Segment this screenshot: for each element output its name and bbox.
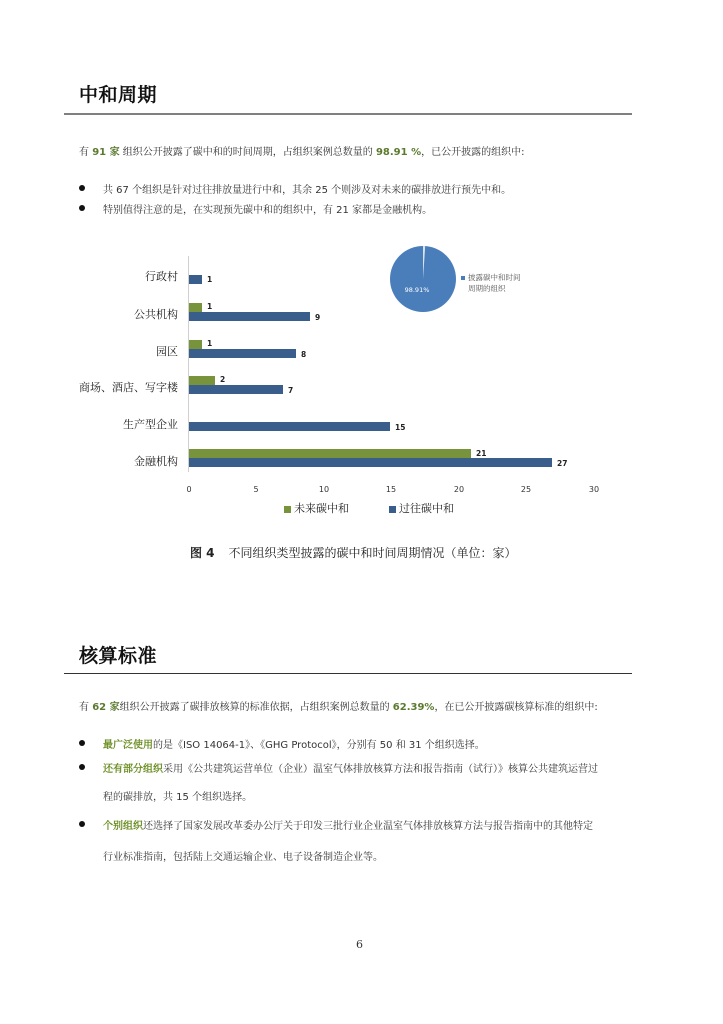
bullet-icon	[79, 205, 85, 211]
bar-future	[189, 303, 202, 312]
intro-text: 组织公开披露了碳中和的时间周期，占组织案例总数量的	[119, 147, 376, 158]
pie-legend	[461, 272, 521, 294]
intro-paragraph-1	[79, 143, 524, 158]
legend-item-past	[389, 500, 454, 516]
legend-swatch-icon	[389, 506, 396, 513]
bar-future	[189, 340, 202, 349]
bar-value: 1	[207, 339, 213, 348]
bar-value: 21	[476, 449, 487, 458]
bullet-icon	[79, 740, 85, 746]
bar-future	[189, 376, 215, 385]
category-label: 生产型企业	[123, 418, 178, 431]
legend-swatch-icon	[284, 506, 291, 513]
page-number: 6	[356, 938, 363, 951]
bar-past	[189, 422, 390, 431]
intro-text: ，在已公开披露碳核算标准的组织中:	[434, 702, 598, 713]
bar-value: 1	[207, 302, 213, 311]
pie-chart-graphic	[389, 245, 457, 313]
x-tick: 30	[588, 485, 600, 494]
bar-value: 9	[315, 313, 321, 322]
bullet-icon	[79, 821, 85, 827]
highlight-phrase: 还有部分组织	[103, 764, 163, 775]
legend-label: 过往碳中和	[399, 502, 454, 515]
bar-past	[189, 312, 310, 321]
list-item-text: 还选择了国家发展改革委办公厅关于印发三批行业企业温室气体排放核算方法与报告指南中的其他特定	[143, 821, 593, 832]
legend-label: 周期的组织	[468, 284, 506, 293]
category-label: 行政村	[145, 270, 178, 283]
bullet-icon	[79, 185, 85, 191]
svg-text:98.91%: 98.91%	[404, 286, 430, 294]
y-axis-line	[188, 256, 189, 472]
legend-label: 未来碳中和	[294, 502, 349, 515]
bar-value: 15	[395, 423, 406, 432]
highlight-count: 91 家	[92, 147, 120, 158]
bar-future	[189, 449, 471, 458]
highlight-phrase: 最广泛使用	[103, 740, 153, 751]
bar-value: 8	[301, 350, 307, 359]
section-divider	[64, 113, 632, 115]
highlight-phrase: 个别组织	[103, 821, 143, 832]
legend-item-future	[284, 500, 349, 516]
intro-text: 有	[79, 702, 93, 713]
bar-value: 2	[220, 375, 226, 384]
highlight-count: 62 家	[92, 702, 120, 713]
list-item-text: 的是《ISO 14064-1》、《GHG Protocol》，分别有 50 和 31 个组织选择。	[153, 740, 485, 751]
highlight-percent: 98.91 %	[375, 147, 422, 158]
bar-past	[189, 385, 283, 394]
section-title-neutral-period: 中和周期	[79, 84, 158, 106]
list-item-text: 程的碳排放，共 15 个组织选择。	[103, 792, 253, 803]
legend-swatch-icon	[461, 276, 465, 280]
bar-past	[189, 275, 202, 284]
bar-past	[189, 349, 296, 358]
category-label: 公共机构	[134, 308, 178, 321]
x-tick: 0	[186, 485, 192, 494]
intro-text: ，已公开披露的组织中:	[421, 147, 525, 158]
figure-number: 图 4	[190, 546, 215, 560]
list-item-text: 特别值得注意的是，在实现预先碳中和的组织中，有 21 家都是金融机构。	[103, 205, 433, 216]
section-divider	[64, 673, 632, 674]
intro-text: 组织公开披露了碳排放核算的标准依据，占组织案例总数量的	[119, 702, 393, 713]
list-item-text: 共 67 个组织是针对过往排放量进行中和，其余 25 个则涉及对未来的碳排放进行预先中和。	[103, 185, 512, 196]
legend-label: 披露碳中和时间	[468, 273, 521, 282]
bar-value: 27	[557, 459, 568, 468]
category-label: 园区	[156, 345, 178, 358]
bar-value: 7	[288, 386, 294, 395]
x-tick: 20	[453, 485, 465, 494]
category-label: 金融机构	[134, 455, 178, 468]
x-tick: 25	[520, 485, 532, 494]
x-tick: 5	[253, 485, 259, 494]
category-label: 商场、酒店、写字楼	[79, 381, 178, 394]
list-item-text: 采用《公共建筑运营单位（企业）温室气体排放核算方法和报告指南（试行）》核算公共建筑运营过	[163, 764, 598, 775]
bullet-icon	[79, 764, 85, 770]
list-item-text: 行业标准指南，包括陆上交通运输企业、电子设备制造企业等。	[103, 852, 383, 863]
intro-paragraph-2	[79, 698, 598, 713]
section-title-accounting-standard: 核算标准	[79, 645, 158, 667]
highlight-percent: 62.39%	[392, 702, 435, 713]
figure-caption	[190, 544, 517, 561]
bar-value: 1	[207, 275, 213, 284]
bar-past	[189, 458, 552, 467]
x-tick: 15	[385, 485, 397, 494]
x-tick: 10	[318, 485, 330, 494]
figure-caption-text: 不同组织类型披露的碳中和时间周期情况（单位：家）	[228, 546, 517, 560]
intro-text: 有	[79, 147, 93, 158]
